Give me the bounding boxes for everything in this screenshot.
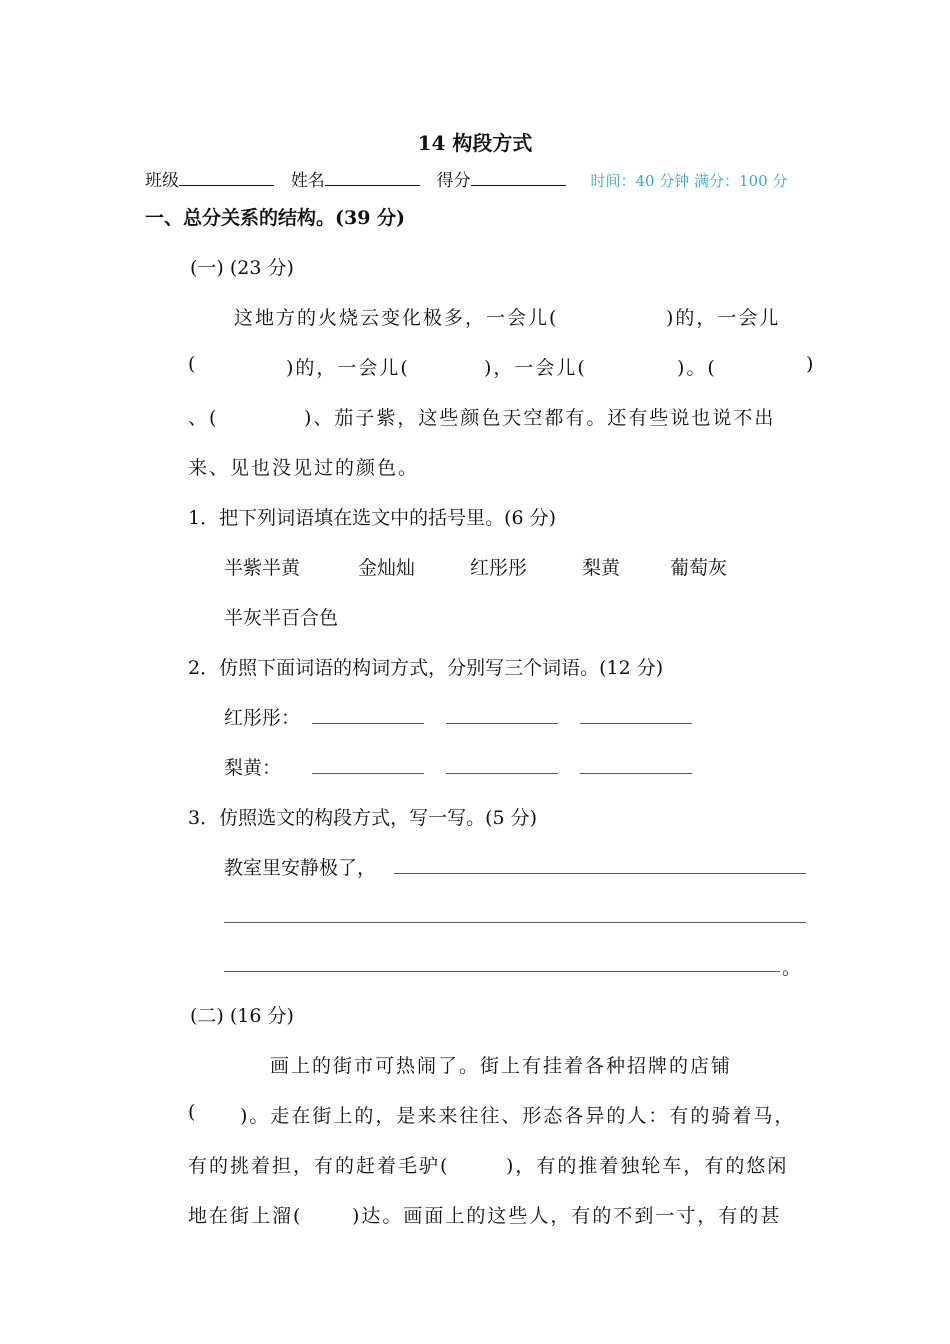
- score-label: 得分: [436, 171, 471, 191]
- answer-blank[interactable]: [580, 773, 692, 774]
- score-blank[interactable]: [471, 167, 566, 186]
- section1-heading: 一、总分关系的结构。(39 分): [145, 207, 406, 229]
- class-label: 班级: [145, 171, 179, 191]
- header-info-row: [145, 166, 787, 191]
- word-option: 梨黄: [582, 557, 621, 579]
- answer-blank[interactable]: [446, 773, 558, 774]
- passage1-line2d: )。(: [677, 357, 717, 379]
- word-option: 半紫半黄: [224, 557, 301, 579]
- passage1-line2c: )，一会儿(: [484, 357, 587, 379]
- passage2-line4a: 地在街上溜(: [188, 1205, 303, 1227]
- q3-end-mark: 。: [782, 957, 802, 979]
- time-score-info: 时间：40 分钟 满分：100 分: [590, 172, 788, 190]
- writing-line[interactable]: [224, 971, 780, 972]
- passage1-line2b: )的，一会儿(: [286, 357, 410, 379]
- passage2-line2a: (: [188, 1101, 198, 1123]
- writing-line[interactable]: [394, 873, 806, 874]
- page-title: 14 构段方式: [417, 131, 533, 155]
- part1-label: (一) (23 分): [190, 257, 294, 279]
- answer-blank[interactable]: [312, 773, 424, 774]
- passage2-line3a: 有的挑着担，有的赶着毛驴(: [188, 1155, 450, 1177]
- answer-blank[interactable]: [312, 723, 424, 724]
- passage1-line3a: 、(: [188, 407, 219, 429]
- passage1-line2a: (: [188, 353, 198, 375]
- class-blank[interactable]: [179, 167, 274, 186]
- passage1-line2e: ): [806, 353, 816, 375]
- passage2-line4b: )达。画面上的这些人，有的不到一寸，有的甚: [352, 1205, 782, 1227]
- writing-line[interactable]: [224, 922, 806, 923]
- passage2-line1: 画上的街市可热闹了。街上有挂着各种招牌的店铺: [270, 1055, 733, 1077]
- word-option: 红彤彤: [470, 557, 528, 579]
- passage2-line3b: )，有的推着独轮车，有的悠闲: [506, 1155, 789, 1177]
- answer-blank[interactable]: [580, 723, 692, 724]
- passage1-line1a: 这地方的火烧云变化极多，一会儿(: [234, 307, 559, 329]
- answer-blank[interactable]: [446, 723, 558, 724]
- name-blank[interactable]: [325, 167, 420, 186]
- passage1-line1b: )的，一会儿: [666, 307, 781, 329]
- passage2-line2b: )。走在街上的，是来来往往、形态各异的人：有的骑着马，: [240, 1105, 796, 1127]
- question-2: 2．仿照下面词语的构词方式，分别写三个词语。(12 分): [188, 657, 664, 679]
- question-3: 3．仿照选文的构段方式，写一写。(5 分): [188, 807, 538, 829]
- q2-row2-label: 梨黄：: [224, 757, 282, 779]
- q3-prompt: 教室里安静极了，: [224, 857, 377, 879]
- word-option: 金灿灿: [358, 557, 416, 579]
- q2-row1-label: 红彤彤：: [224, 707, 301, 729]
- passage1-line4: 来、见也没见过的颜色。: [188, 457, 420, 479]
- word-option: 半灰半百合色: [224, 607, 339, 629]
- part2-label: (二) (16 分): [190, 1005, 294, 1027]
- question-1: 1．把下列词语填在选文中的括号里。(6 分): [188, 507, 557, 529]
- passage1-line3b: )、茄子紫，这些颜色天空都有。还有些说也说不出: [304, 407, 776, 429]
- name-label: 姓名: [290, 171, 325, 191]
- word-option: 葡萄灰: [670, 557, 728, 579]
